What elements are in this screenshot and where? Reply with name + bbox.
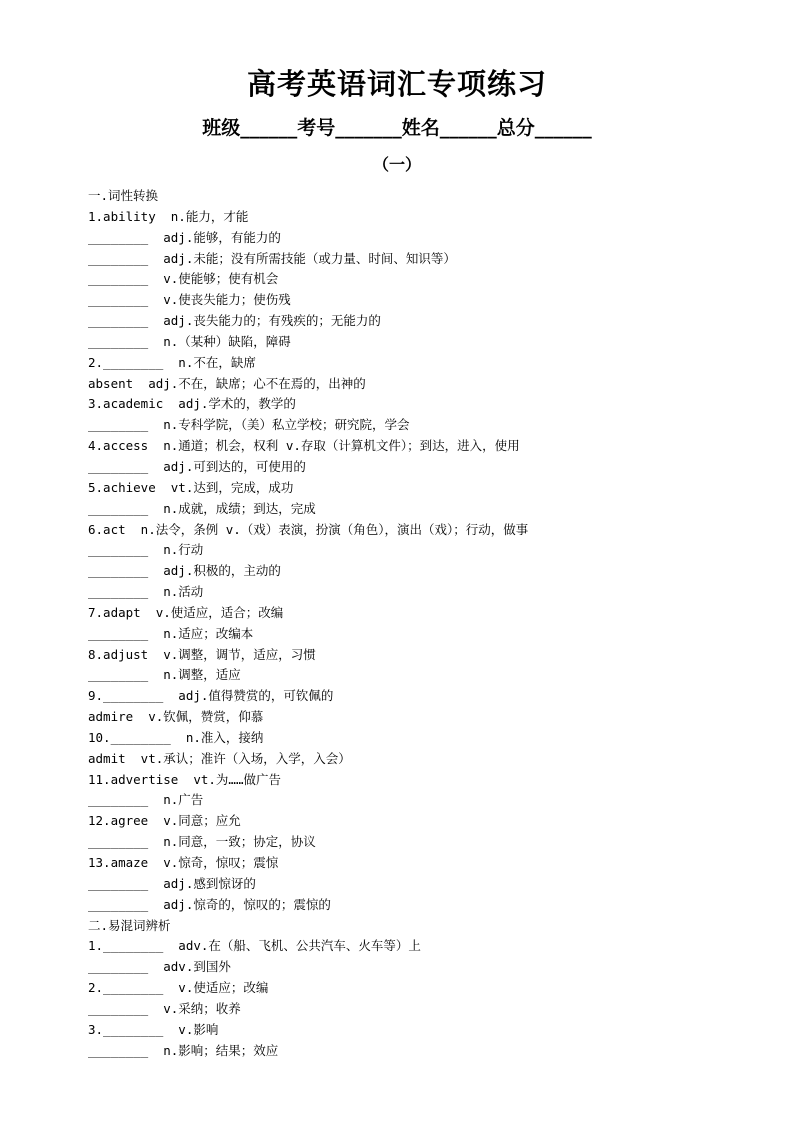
exercise-line: ________ adv.到国外 bbox=[88, 959, 231, 975]
exercise-line: 11.advertise vt.为……做广告 bbox=[88, 771, 281, 787]
exercise-line: admit vt.承认；准许（入场，入学，入会） bbox=[88, 750, 351, 766]
exercise-line: ________ adj.惊奇的，惊叹的；震惊的 bbox=[88, 896, 331, 912]
exercise-line: 10.________ n.准入，接纳 bbox=[88, 729, 264, 745]
exercise-line: ________ adj.可到达的，可使用的 bbox=[88, 458, 306, 474]
page-title: 高考英语词汇专项练习 bbox=[246, 67, 547, 101]
exercise-line: ________ n.行动 bbox=[88, 542, 204, 558]
exercise-line: 6.act n.法令，条例 v.（戏）表演，扮演（角色），演出（戏）；行动，做事 bbox=[88, 521, 529, 537]
exercise-line: ________ adj.能够，有能力的 bbox=[88, 229, 281, 245]
exercise-line: 3.________ v.影响 bbox=[88, 1021, 219, 1037]
exercise-line: 1.ability n.能力，才能 bbox=[88, 208, 249, 224]
exercise-line: ________ v.使能够；使有机会 bbox=[88, 271, 279, 287]
exercise-line: ________ v.使丧失能力；使伤残 bbox=[88, 292, 291, 308]
exercise-line: 一.词性转换 bbox=[88, 188, 159, 203]
exercise-line: ________ n.（某种）缺陷，障碍 bbox=[88, 333, 291, 349]
exercise-line: 12.agree v.同意；应允 bbox=[88, 813, 241, 829]
exercise-line: 5.achieve vt.达到，完成，成功 bbox=[88, 479, 294, 495]
exercise-line: 3.academic adj.学术的，教学的 bbox=[88, 396, 296, 412]
exercise-line: ________ n.适应；改编本 bbox=[88, 625, 254, 641]
student-info-line: 班级______考号_______姓名______总分______ bbox=[202, 117, 592, 139]
exercise-line: ________ adj.未能；没有所需技能（或力量、时间、知识等） bbox=[88, 250, 456, 266]
section-number: （一） bbox=[372, 155, 421, 174]
exercise-line: 4.access n.通道；机会，权利 v.存取（计算机文件）；到达，进入，使用 bbox=[88, 438, 520, 454]
exercise-line: ________ n.专科学院，（美）私立学校；研究院，学会 bbox=[88, 417, 410, 433]
exercise-line: ________ adj.积极的，主动的 bbox=[88, 563, 281, 579]
exercise-line: 9.________ adj.值得赞赏的，可钦佩的 bbox=[88, 688, 334, 704]
exercise-line: admire v.钦佩，赞赏，仰慕 bbox=[88, 709, 264, 725]
exercise-line: ________ n.同意，一致；协定，协议 bbox=[88, 834, 316, 850]
exercise-line: 8.adjust v.调整，调节，适应，习惯 bbox=[88, 646, 316, 662]
exercise-line: ________ n.成就，成绩；到达，完成 bbox=[88, 500, 316, 516]
exercise-content bbox=[88, 186, 768, 1061]
exercise-line: 13.amaze v.惊奇，惊叹；震惊 bbox=[88, 855, 279, 870]
exercise-line: ________ adj.丧失能力的；有残疾的；无能力的 bbox=[88, 313, 381, 329]
exercise-line: ________ n.活动 bbox=[88, 584, 204, 600]
exercise-line: ________ n.广告 bbox=[88, 792, 204, 808]
exercise-line: 7.adapt v.使适应，适合；改编 bbox=[88, 604, 284, 620]
exercise-line: ________ adj.感到惊讶的 bbox=[88, 875, 256, 891]
exercise-line: 2.________ v.使适应；改编 bbox=[88, 980, 269, 996]
exercise-line: ________ n.影响；结果；效应 bbox=[88, 1042, 279, 1058]
exercise-line: 1.________ adv.在（船、飞机、公共汽车、火车等）上 bbox=[88, 938, 421, 954]
exercise-line: absent adj.不在，缺席；心不在焉的，出神的 bbox=[88, 375, 366, 391]
exercise-line: 二.易混词辨析 bbox=[88, 917, 171, 933]
exercise-line: 2.________ n.不在，缺席 bbox=[88, 354, 256, 370]
exercise-line: ________ n.调整，适应 bbox=[88, 667, 241, 683]
exercise-line: ________ v.采纳；收养 bbox=[88, 1000, 241, 1016]
